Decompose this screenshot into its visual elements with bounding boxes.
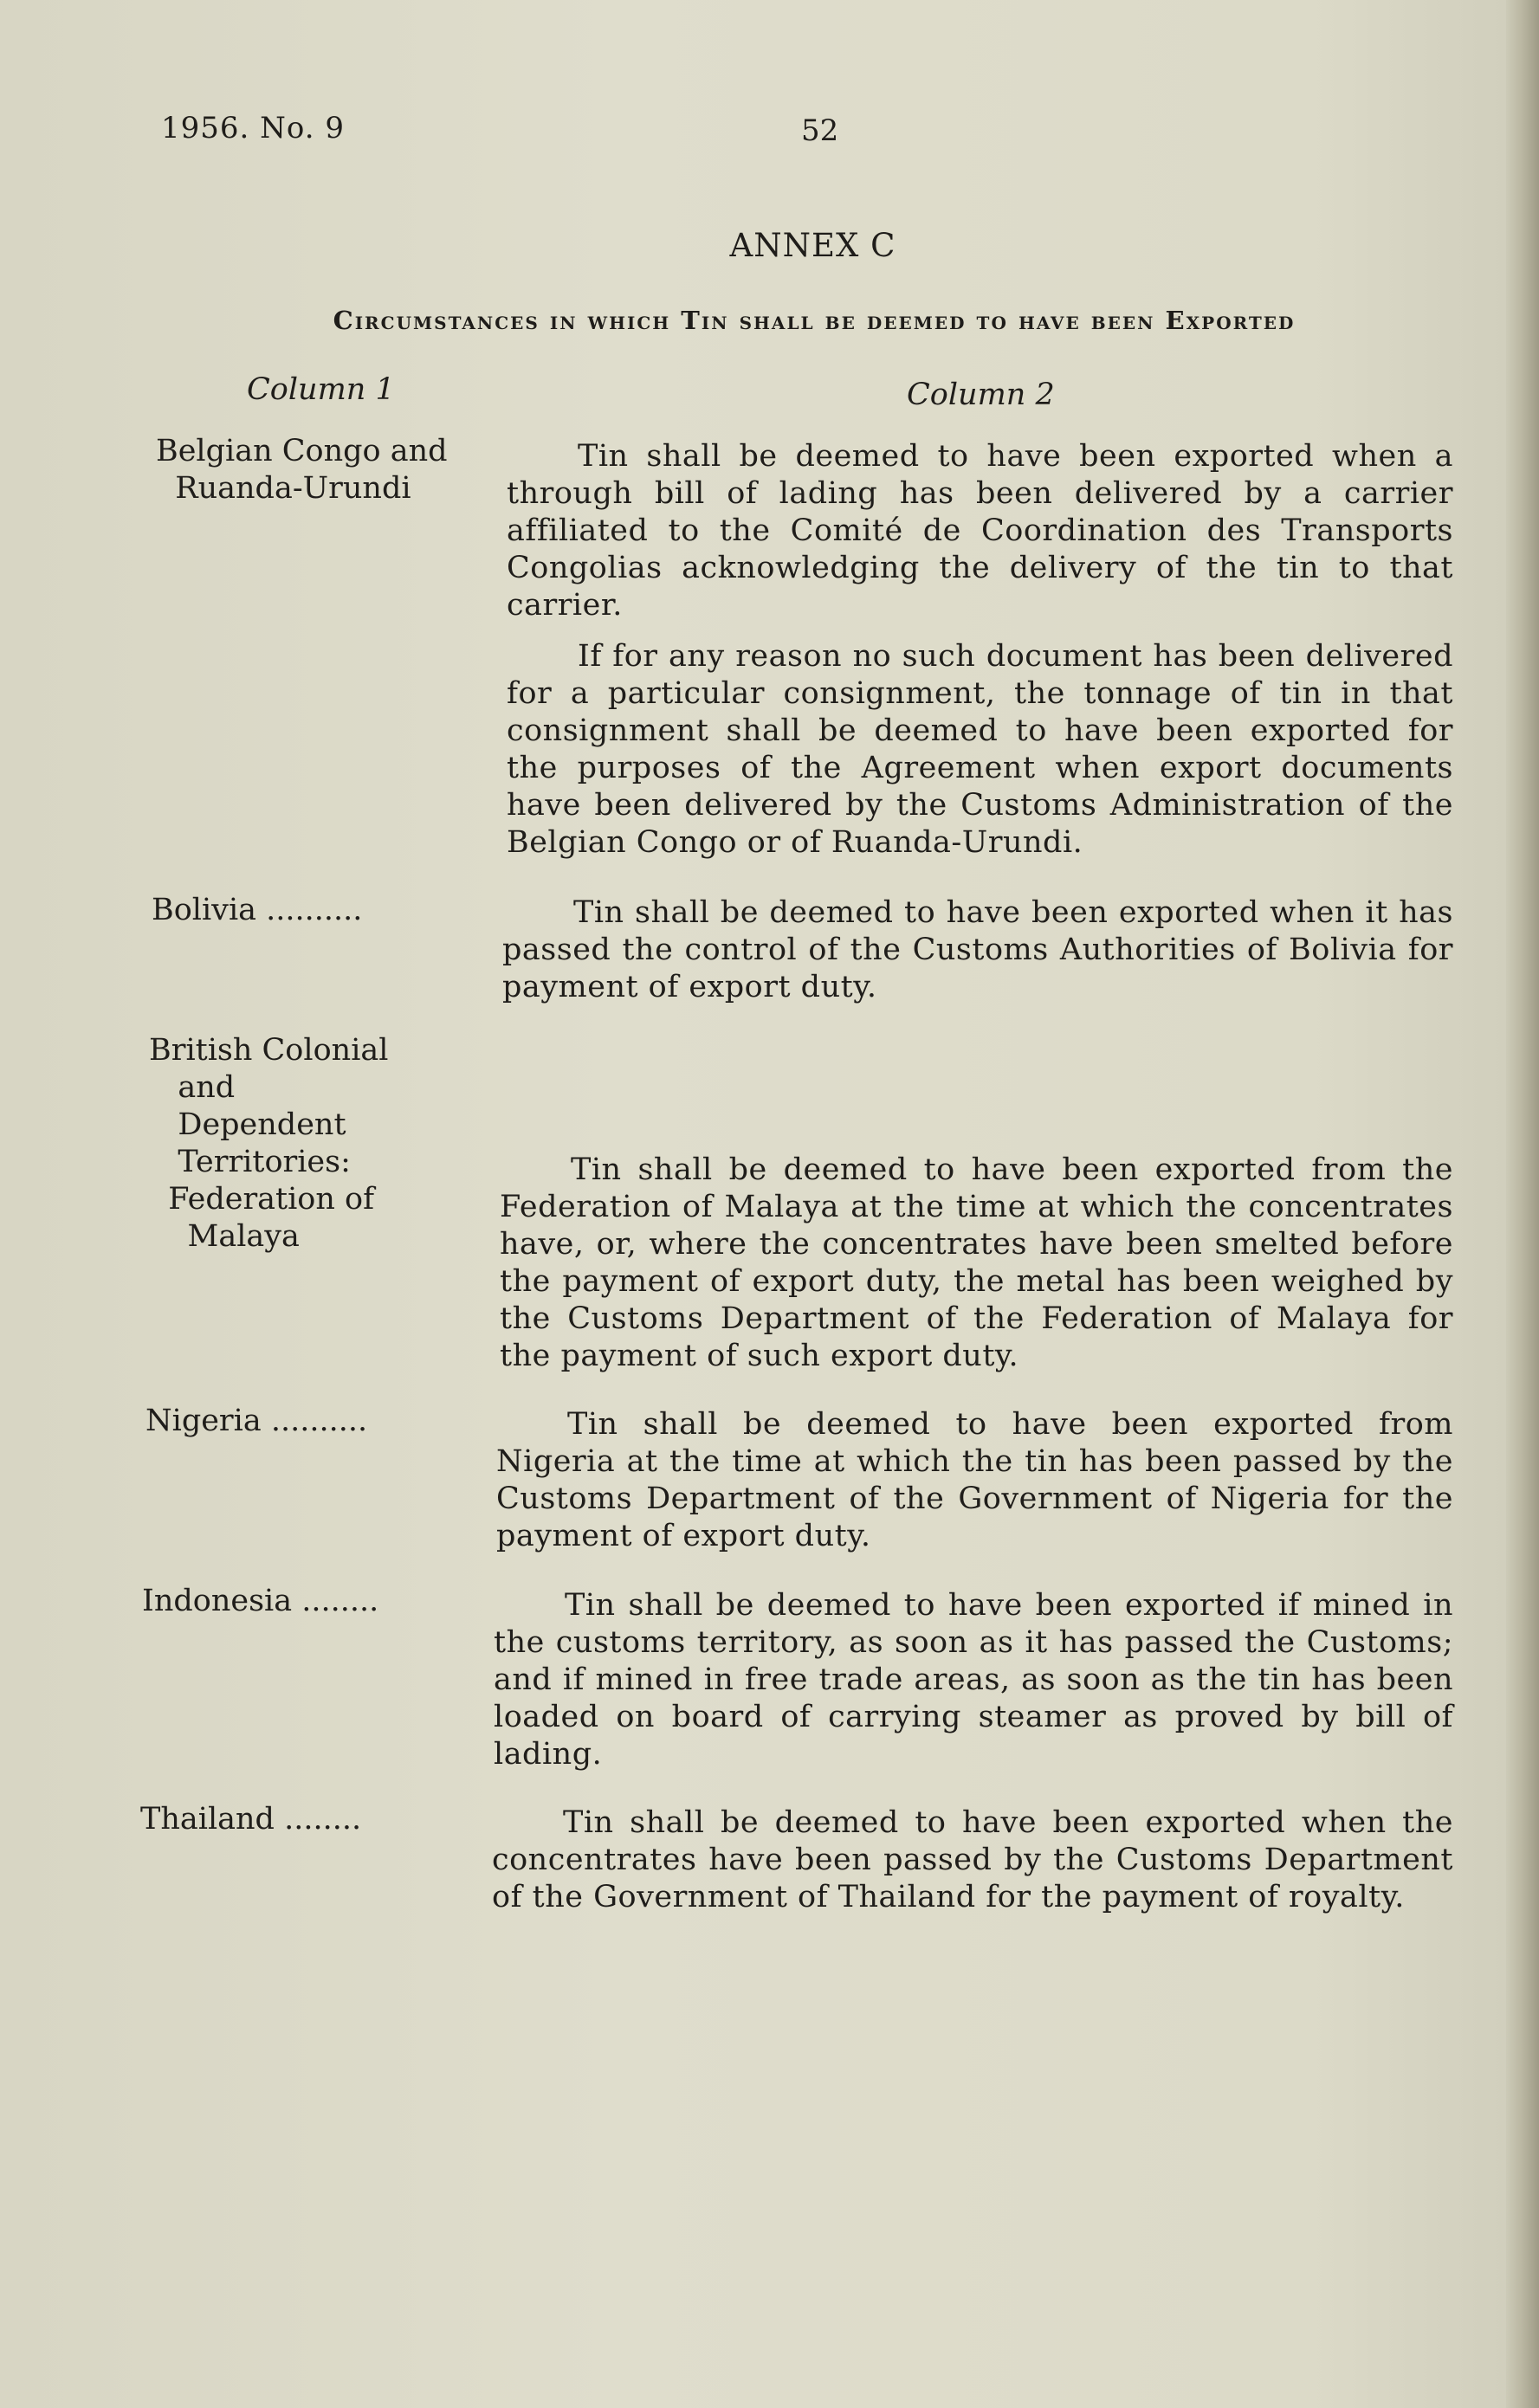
paragraph-bolivia: Tin shall be deemed to have been exported when it has passed the control of the Customs Authorities of Bolivia for payment of export duty. (502, 895, 1453, 1004)
annex-title: ANNEX C (729, 227, 896, 264)
page-number: 52 (801, 113, 839, 148)
page-edge-shadow (1506, 0, 1539, 2408)
country-federation-of-malaya: British Colonial and Dependent Territories: Federation of Malaya (149, 1033, 389, 1254)
country-bolivia: Bolivia .......... (152, 893, 363, 927)
paragraph-indonesia: Tin shall be deemed to have been exported if mined in the customs territory, as soon as it has passed the Customs; and if mined in free trade areas, as soon as the tin has been loaded on board of carrying steamer as proved by bill of lading. (494, 1588, 1453, 1772)
document-reference: 1956. No. 9 (161, 111, 346, 145)
paragraph-nigeria: Tin shall be deemed to have been exported from Nigeria at the time at which the tin has been passed by the Customs Department of the Government of Nigeria for the payment of export duty. (496, 1407, 1453, 1553)
annex-subtitle: Circumstances in which Tin shall be deemed to have been Exported (333, 306, 1296, 335)
country-belgian-congo: Belgian Congo and Ruanda-Urundi (156, 434, 448, 506)
paragraph-belgian-congo-2: If for any reason no such document has been delivered for a particular consignment, the tonnage of tin in that consignment shall be deemed to have been exported for the purposes of the Agreement when export documents have been delivered by the Customs Administration of the Belgian Congo or of Ruanda-Urundi. (507, 639, 1453, 860)
column-1-heading: Column 1 (247, 372, 395, 407)
paragraph-belgian-congo-1: Tin shall be deemed to have been exported when a through bill of lading has been delivered by a carrier affiliated to the Comité de Coordination des Transports Congolias acknowledging the delivery of the tin to that carrier. (507, 439, 1453, 623)
column-2-heading: Column 2 (907, 378, 1055, 412)
paragraph-thailand: Tin shall be deemed to have been exported when the concentrates have been passed by the Customs Department of the Government of Thailand for the payment of royalty. (492, 1805, 1453, 1914)
paragraph-federation-of-malaya: Tin shall be deemed to have been exported from the Federation of Malaya at the time at which the concentrates have, or, where the concentrates have been smelted before the payment of export duty, the metal has been weighed by the Customs Department of the Federation of Malaya for the payment of such export duty. (500, 1152, 1453, 1373)
country-indonesia: Indonesia ........ (142, 1584, 379, 1618)
country-thailand: Thailand ........ (140, 1802, 362, 1837)
country-nigeria: Nigeria .......... (145, 1404, 368, 1438)
